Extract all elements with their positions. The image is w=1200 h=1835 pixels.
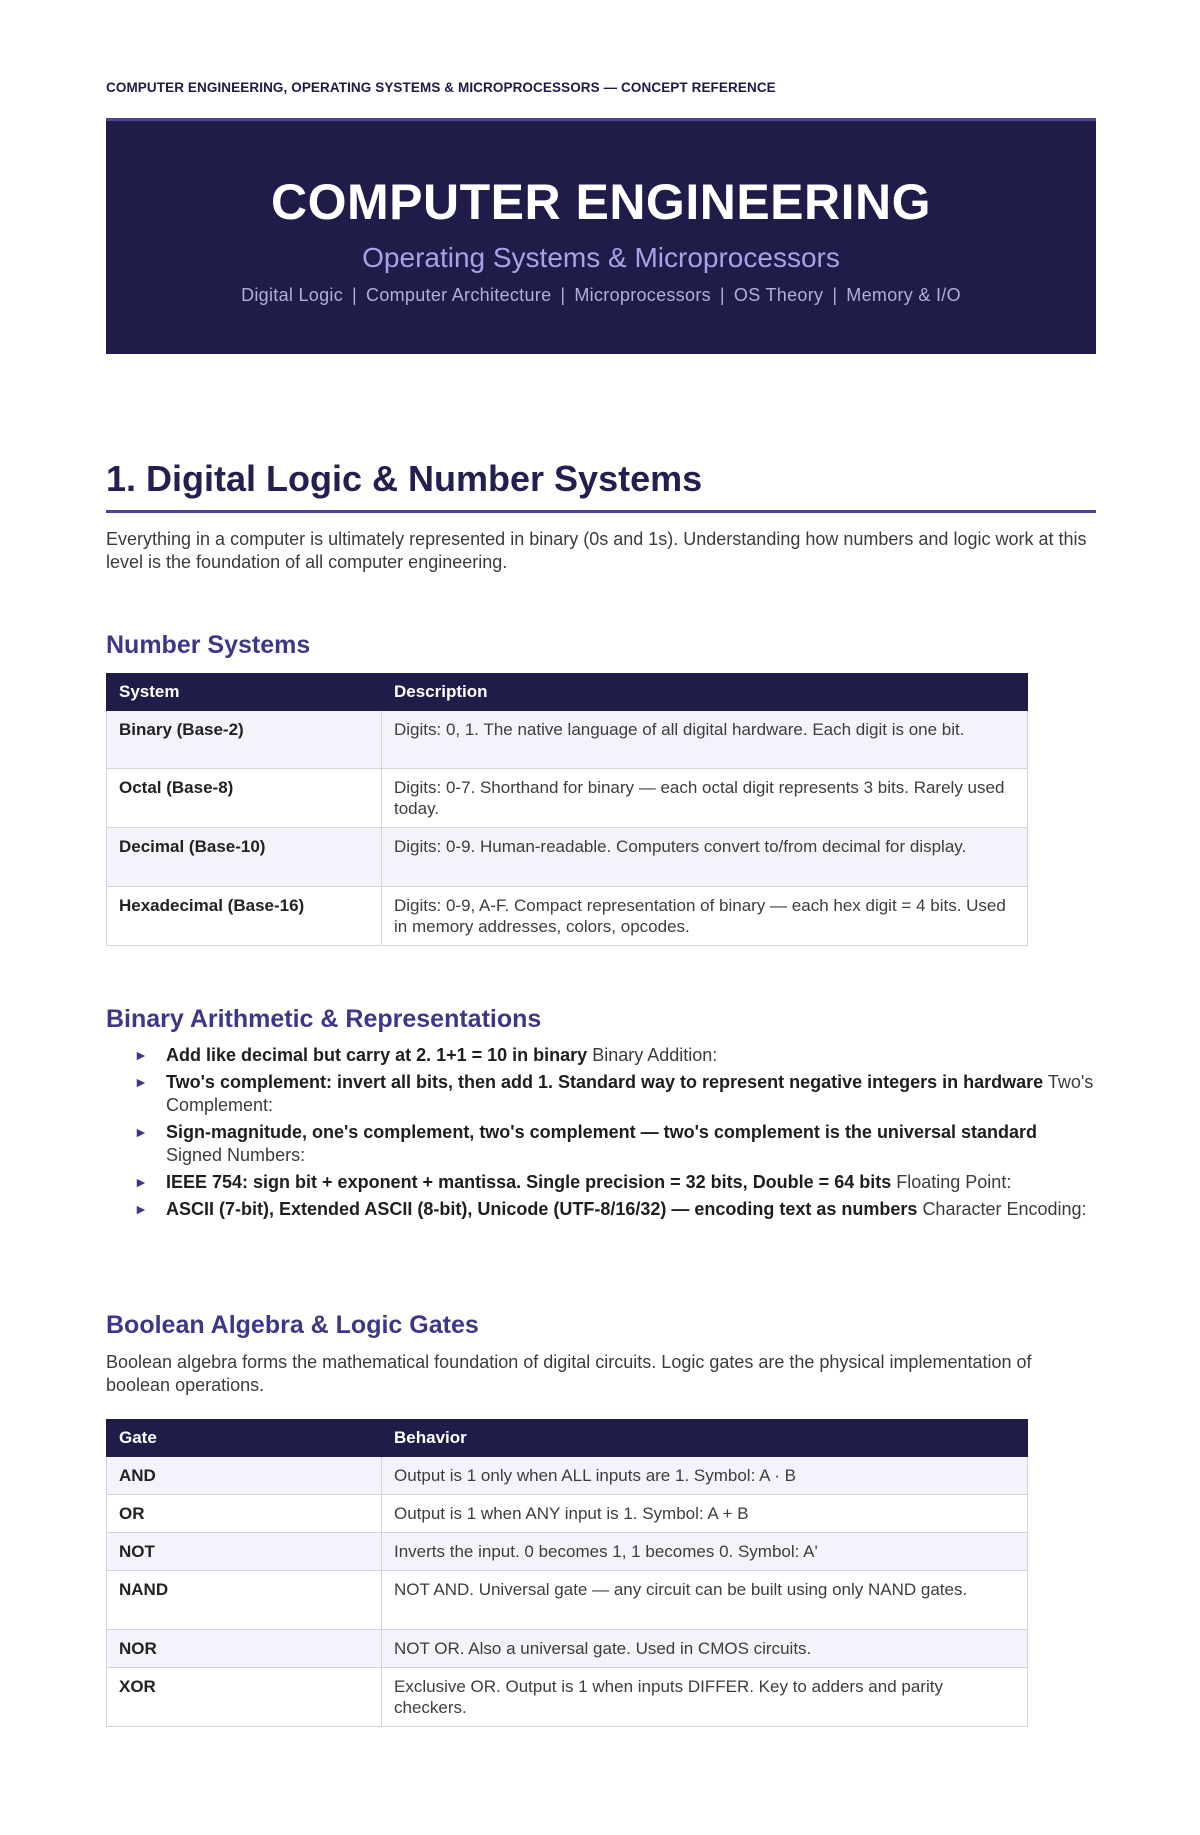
topic-memory-io: Memory & I/O [846, 285, 961, 305]
system-name: Binary (Base-2) [107, 711, 382, 769]
list-item [134, 1071, 1094, 1117]
topic-os-theory: OS Theory [733, 285, 824, 305]
system-name: Decimal (Base-10) [107, 828, 382, 887]
section-intro: Everything in a computer is ultimately represented in binary (0s and 1s). Understanding how numbers and logic work at this level is the foundation of all computer engineering. [106, 529, 1087, 572]
table-header-row [107, 1420, 1028, 1457]
system-description: Digits: 0-7. Shorthand for binary — each octal digit represents 3 bits. Rarely used today. [382, 769, 1028, 828]
topic-digital-logic: Digital Logic [241, 285, 344, 305]
table-row [107, 887, 1028, 946]
section-title: 1. Digital Logic & Number Systems [106, 458, 703, 499]
system-description: Digits: 0-9, A-F. Compact representation of binary — each hex digit = 4 bits. Used in memory addresses, colors, opcodes. [382, 887, 1028, 946]
gate-name: AND [107, 1457, 382, 1495]
gate-behavior: NOT OR. Also a universal gate. Used in CMOS circuits. [382, 1630, 1028, 1668]
running-header: COMPUTER ENGINEERING, OPERATING SYSTEMS & MICROPROCESSORS — CONCEPT REFERENCE [106, 80, 776, 95]
table-row [107, 1571, 1028, 1630]
table-row [107, 769, 1028, 828]
list-item [134, 1044, 1094, 1067]
item-label: Floating Point: [896, 1172, 1012, 1192]
gate-name: XOR [107, 1668, 382, 1727]
section-divider [106, 510, 1096, 513]
gate-behavior: Exclusive OR. Output is 1 when inputs DIFFER. Key to adders and parity checkers. [382, 1668, 1028, 1727]
bullet-arrow-icon: ► [134, 1174, 148, 1190]
table-row [107, 1668, 1028, 1727]
column-header-system: System [107, 674, 382, 711]
gate-name: NAND [107, 1571, 382, 1630]
banner-title: COMPUTER ENGINEERING [270, 174, 932, 230]
bullet-arrow-icon: ► [134, 1201, 148, 1217]
gate-behavior: Output is 1 only when ALL inputs are 1. Symbol: A · B [382, 1457, 1028, 1495]
table-row [107, 828, 1028, 887]
gate-behavior: NOT AND. Universal gate — any circuit can be built using only NAND gates. [382, 1571, 1028, 1630]
item-bold-text: Add like decimal but carry at 2. 1+1 = 10 in binary [166, 1045, 588, 1065]
gate-name: OR [107, 1495, 382, 1533]
topic-separator: | [719, 285, 725, 305]
item-label: Signed Numbers: [166, 1145, 306, 1165]
item-bold-text: IEEE 754: sign bit + exponent + mantissa. Single precision = 32 bits, Double = 64 bits [166, 1172, 892, 1192]
gate-name: NOR [107, 1630, 382, 1668]
list-item [134, 1171, 1094, 1194]
topic-separator: | [832, 285, 838, 305]
system-description: Digits: 0-9. Human-readable. Computers convert to/from decimal for display. [382, 828, 1028, 887]
bullet-arrow-icon: ► [134, 1047, 148, 1063]
gate-name: NOT [107, 1533, 382, 1571]
item-label: Binary Addition: [592, 1045, 718, 1065]
table-header-row [107, 674, 1028, 711]
number-systems-table [106, 673, 1028, 946]
table-row [107, 1630, 1028, 1668]
list-item [134, 1198, 1094, 1221]
system-name: Hexadecimal (Base-16) [107, 887, 382, 946]
binary-arithmetic-list [134, 1044, 1094, 1225]
item-bold-text: Sign-magnitude, one's complement, two's complement — two's complement is the universal standard [166, 1122, 1037, 1142]
logic-gates-table [106, 1419, 1028, 1727]
binary-arithmetic-heading: Binary Arithmetic & Representations [106, 1005, 542, 1033]
number-systems-heading: Number Systems [106, 631, 311, 659]
item-label: Two's Complement: [166, 1072, 1094, 1115]
banner-topics [106, 285, 1096, 306]
bullet-arrow-icon: ► [134, 1074, 148, 1090]
topic-computer-architecture: Computer Architecture [366, 285, 552, 305]
bullet-arrow-icon: ► [134, 1124, 148, 1140]
topic-microprocessors: Microprocessors [574, 285, 711, 305]
column-header-gate: Gate [107, 1420, 382, 1457]
system-description: Digits: 0, 1. The native language of all digital hardware. Each digit is one bit. [382, 711, 1028, 769]
list-item [134, 1121, 1094, 1167]
table-row [107, 1457, 1028, 1495]
gate-behavior: Inverts the input. 0 becomes 1, 1 becomes 0. Symbol: A' [382, 1533, 1028, 1571]
title-banner [106, 118, 1096, 354]
item-label: Character Encoding: [922, 1199, 1087, 1219]
column-header-behavior: Behavior [382, 1420, 1028, 1457]
gate-behavior: Output is 1 when ANY input is 1. Symbol: A + B [382, 1495, 1028, 1533]
topic-separator: | [560, 285, 566, 305]
topic-separator: | [352, 285, 358, 305]
item-bold-text: Two's complement: invert all bits, then add 1. Standard way to represent negative integers in hardware [166, 1072, 1044, 1092]
item-bold-text: ASCII (7-bit), Extended ASCII (8-bit), Unicode (UTF-8/16/32) — encoding text as numbers [166, 1199, 918, 1219]
column-header-description: Description [382, 674, 1028, 711]
boolean-algebra-intro: Boolean algebra forms the mathematical foundation of digital circuits. Logic gates are the physical implementation of boolean operations. [106, 1352, 1032, 1395]
banner-subtitle: Operating Systems & Microprocessors [362, 242, 840, 273]
boolean-algebra-heading: Boolean Algebra & Logic Gates [106, 1311, 479, 1339]
table-row [107, 711, 1028, 769]
table-row [107, 1533, 1028, 1571]
system-name: Octal (Base-8) [107, 769, 382, 828]
table-row [107, 1495, 1028, 1533]
